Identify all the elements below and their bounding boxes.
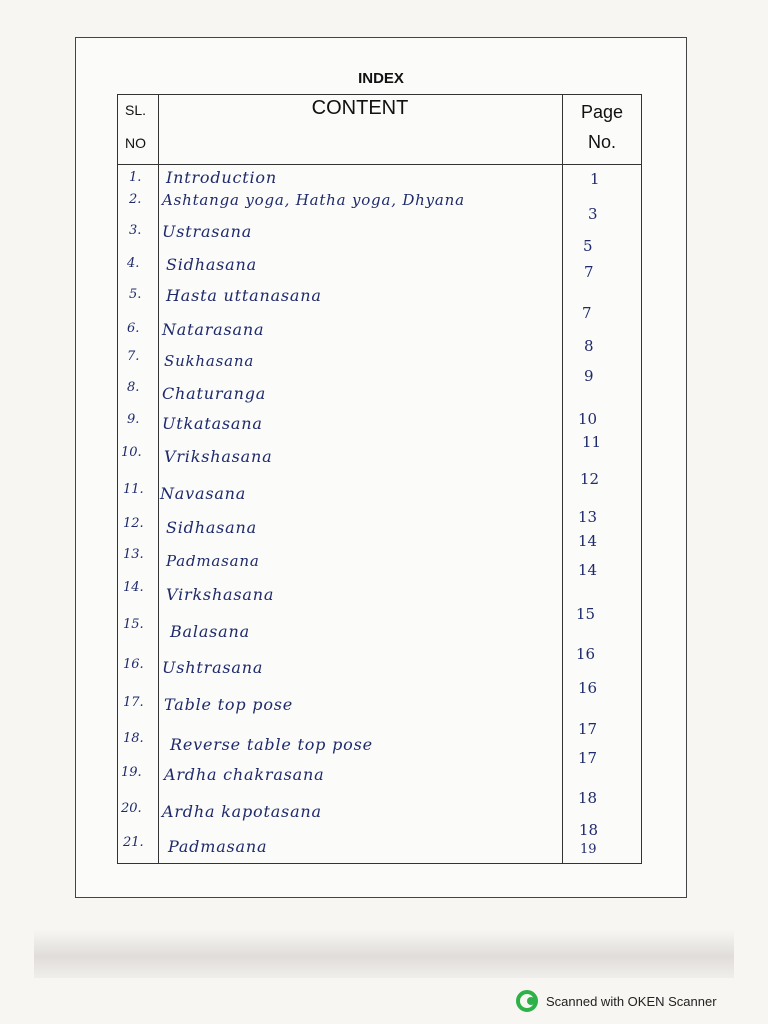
row-content: Sukhasana [164, 352, 255, 370]
header-page: Page [580, 102, 624, 122]
row-sl: 6. [127, 321, 140, 336]
document-page [75, 37, 687, 898]
row-sl: 14. [123, 580, 144, 595]
column-divider [562, 95, 563, 863]
row-content: Natarasana [162, 320, 265, 339]
row-sl: 9. [127, 412, 140, 427]
row-sl: 16. [123, 657, 144, 672]
row-sl: 1. [129, 170, 142, 185]
scanner-watermark [516, 990, 717, 1012]
row-page: 18 [579, 821, 599, 839]
paper-shadow [34, 930, 734, 978]
row-page: 16 [576, 645, 596, 663]
row-page: 3 [588, 205, 598, 223]
row-sl: 7. [127, 349, 140, 364]
index-table [117, 94, 642, 864]
row-sl: 5. [129, 287, 142, 302]
row-sl: 3. [129, 223, 142, 238]
row-content: Navasana [160, 484, 247, 503]
row-content: Padmasana [168, 837, 268, 856]
row-page: 1 [590, 170, 600, 188]
row-sl: 18. [123, 731, 144, 746]
row-content: Ardha kapotasana [162, 802, 322, 821]
table-header [118, 95, 641, 165]
row-page: 9 [584, 367, 594, 385]
row-content: Hasta uttanasana [166, 286, 322, 305]
row-sl: 11. [123, 482, 144, 497]
row-page: 17 [578, 720, 598, 738]
header-sl: SL. [125, 102, 147, 118]
row-content: Virkshasana [166, 585, 275, 604]
row-page: 7 [582, 304, 592, 322]
header-page-no [562, 97, 642, 157]
row-content: Vrikshasana [164, 447, 273, 466]
row-content: Reverse table top pose [170, 735, 373, 754]
row-sl: 17. [123, 695, 144, 710]
row-page: 14 [578, 532, 598, 550]
row-content: Ustrasana [162, 222, 253, 241]
row-content: Utkatasana [162, 414, 263, 433]
row-content: Ushtrasana [162, 658, 264, 677]
column-divider [158, 95, 159, 863]
header-content: CONTENT [311, 97, 409, 119]
row-sl: 13. [123, 547, 144, 562]
header-no-abbrev: No. [587, 132, 616, 152]
row-page: 8 [584, 337, 594, 355]
row-content: Sidhasana [166, 518, 257, 537]
scanner-text: Scanned with OKEN Scanner [546, 993, 717, 1009]
row-sl: 10. [121, 445, 142, 460]
row-page: 14 [578, 561, 598, 579]
row-sl: 2. [129, 192, 142, 207]
index-title: INDEX [358, 70, 404, 87]
row-page: 11 [582, 433, 602, 451]
row-content: Sidhasana [166, 255, 257, 274]
row-sl: 21. [123, 835, 144, 850]
row-page: 15 [576, 605, 596, 623]
row-sl: 19. [121, 765, 142, 780]
row-page: 10 [578, 410, 598, 428]
header-no: NO [125, 135, 146, 151]
row-page: 18 [578, 789, 598, 807]
row-sl: 8. [127, 380, 140, 395]
row-sl: 4. [127, 256, 140, 271]
row-content: Padmasana [166, 552, 260, 570]
row-sl: 15. [123, 617, 144, 632]
row-page: 13 [578, 508, 598, 526]
row-page: 7 [584, 263, 594, 281]
row-content: Chaturanga [162, 384, 267, 403]
row-page: 19 [580, 842, 597, 857]
row-content: Introduction [166, 168, 277, 187]
row-page: 16 [578, 679, 598, 697]
row-page: 17 [578, 749, 598, 767]
row-page: 12 [580, 470, 600, 488]
oken-scanner-logo-icon [516, 990, 538, 1012]
row-sl: 12. [123, 516, 144, 531]
row-content: Ashtanga yoga, Hatha yoga, Dhyana [162, 191, 465, 209]
row-sl: 20. [121, 801, 142, 816]
row-page: 5 [583, 237, 593, 255]
row-content: Ardha chakrasana [164, 765, 325, 784]
row-content: Balasana [170, 622, 250, 641]
row-content: Table top pose [164, 695, 294, 714]
